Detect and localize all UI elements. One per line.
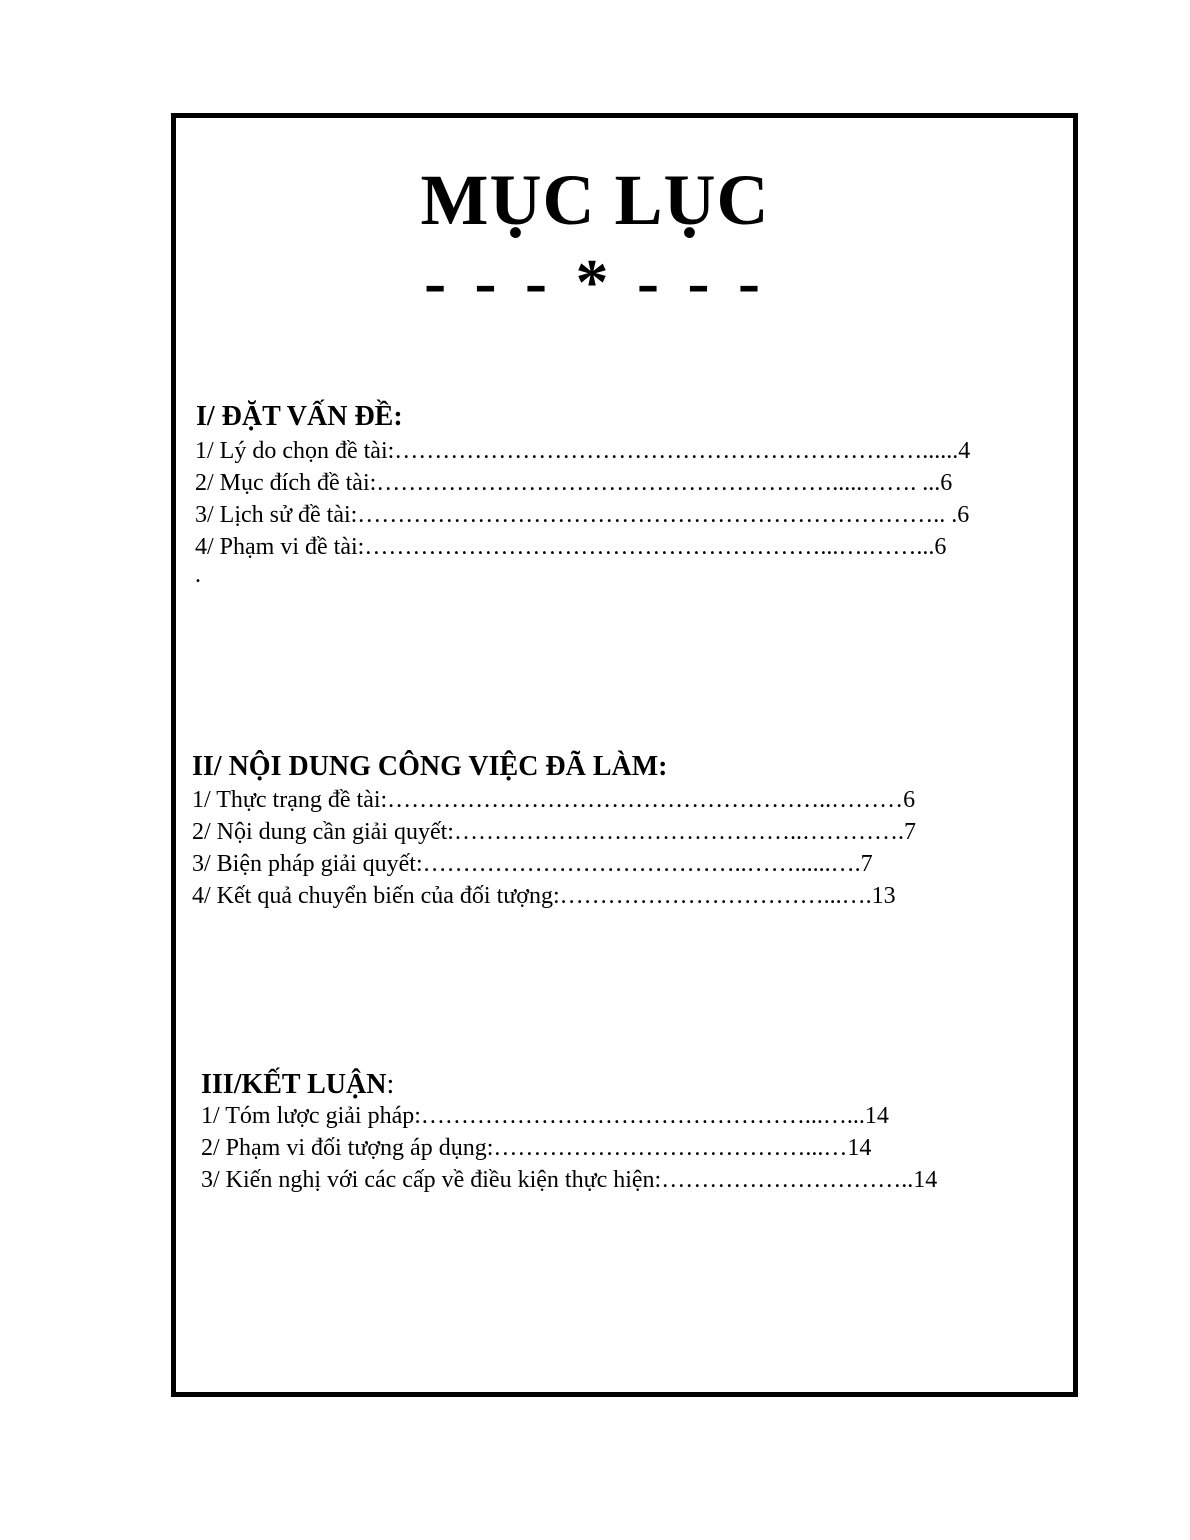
toc-item[interactable]: 3/ Lịch sử đề tài:……………………………………………………………….. .6 — [195, 502, 970, 528]
section-1-heading: I/ ĐẶT VẤN ĐỀ: — [196, 401, 403, 432]
section-3-items — [201, 1101, 937, 1196]
section-2 — [192, 750, 668, 784]
page-title: MỤC LỤC — [420, 160, 770, 240]
toc-item[interactable]: 3/ Kiến nghị với các cấp về điều kiện thực hiện:…………………………..14 — [201, 1167, 938, 1193]
toc-item[interactable]: 4/ Kết quả chuyển biến của đối tượng:……………………………...….13 — [192, 883, 896, 909]
toc-item[interactable]: 2/ Phạm vi đối tượng áp dụng:…………………………………...…14 — [201, 1135, 872, 1161]
title-ornament: - - - * - - - — [424, 246, 766, 319]
section-1-items — [195, 436, 970, 587]
toc-item[interactable]: 1/ Thực trạng đề tài:………………………………………………..………6 — [192, 787, 916, 813]
trailing-dot: . — [195, 562, 201, 588]
section-3 — [201, 1068, 394, 1102]
toc-item[interactable]: 2/ Nội dung cần giải quyết:……………………………………..………….7 — [192, 819, 916, 845]
section-2-heading: II/ NỘI DUNG CÔNG VIỆC ĐÃ LÀM: — [192, 751, 668, 782]
toc-item[interactable]: 4/ Phạm vi đề tài:…………………………………………………...….……...6 — [195, 534, 947, 560]
toc-item[interactable]: 1/ Lý do chọn đề tài:…………………………………………………………......4 — [195, 438, 971, 464]
section-2-items — [192, 785, 916, 912]
section-3-heading-colon: : — [386, 1069, 395, 1100]
toc-item[interactable]: 3/ Biện pháp giải quyết:…………………………………..……......….7 — [192, 851, 873, 877]
toc-item[interactable]: 1/ Tóm lược giải pháp:…………………………………………...…...14 — [201, 1103, 889, 1129]
toc-item[interactable]: 2/ Mục đích đề tài:………………………………………………….....……. ...6 — [195, 470, 953, 496]
section-1 — [196, 400, 403, 434]
section-3-heading-text: III/KẾT LUẬN — [201, 1069, 387, 1100]
section-3-heading — [201, 1068, 394, 1102]
